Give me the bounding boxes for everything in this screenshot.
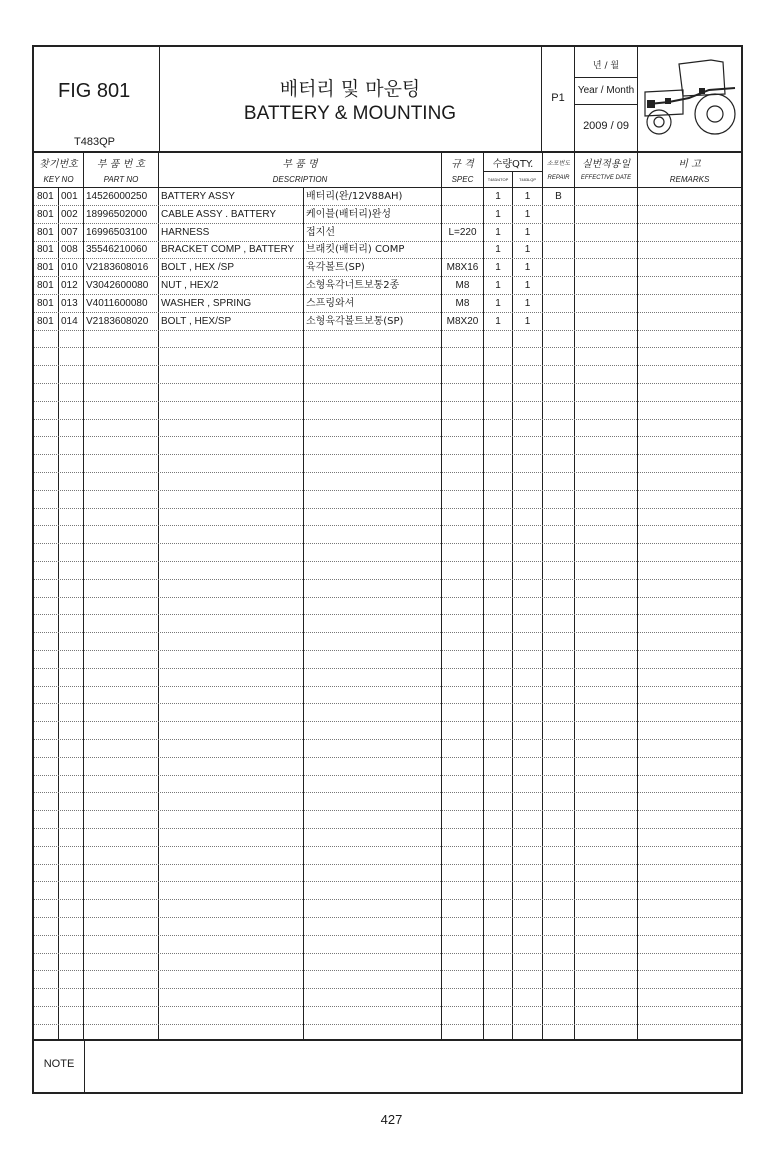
cell-key: 801	[37, 226, 54, 238]
cell-desc-ko: 소형육각볼트보통(SP)	[306, 315, 404, 327]
cell-desc-ko: 케이블(배터리)완성	[306, 208, 392, 220]
col-remarks-ko: 비 고	[678, 159, 701, 170]
column-divider	[637, 152, 638, 1039]
row-line	[34, 792, 741, 793]
row-line	[34, 419, 741, 420]
row-line	[34, 757, 741, 758]
col-part-no: PART NO	[103, 175, 139, 184]
cell-desc-en: BRACKET COMP , BATTERY	[161, 244, 295, 256]
column-divider	[574, 152, 575, 1039]
col-spec: SPEC	[451, 175, 474, 184]
year-month-value: 2009 / 09	[583, 120, 629, 132]
row-line	[34, 490, 741, 491]
cell-spec: M8	[455, 280, 470, 291]
row-line	[34, 917, 741, 918]
cell-desc-en: WASHER , SPRING	[161, 297, 252, 309]
column-divider	[83, 152, 84, 1039]
cell-qty2: 1	[524, 315, 531, 327]
row-line	[34, 881, 741, 882]
row-line	[34, 775, 741, 776]
col-description-ko: 부 품 명	[282, 159, 318, 170]
row-line	[34, 436, 741, 437]
row-line	[34, 312, 741, 313]
row-line	[34, 205, 741, 206]
year-month-label-korean: 년 / 월	[592, 61, 620, 71]
col-qty-model-2: T483LQP	[518, 177, 537, 182]
cell-key: 801	[37, 262, 54, 274]
row-line	[34, 597, 741, 598]
cell-desc-ko: 육각볼트(SP)	[306, 262, 365, 274]
row-line	[34, 383, 741, 384]
title-english: BATTERY & MOUNTING	[243, 103, 457, 124]
figure-number: FIG 801	[58, 80, 131, 102]
cell-sub: 010	[61, 262, 78, 274]
cell-sub: 014	[61, 315, 78, 327]
cell-qty1: 1	[495, 280, 501, 291]
cell-part-no: V2183608020	[86, 315, 149, 327]
tractor-illustration	[639, 52, 741, 142]
row-line	[34, 739, 741, 740]
cell-key: 801	[37, 297, 54, 309]
cell-sub: 008	[61, 244, 78, 256]
cell-key: 801	[37, 280, 54, 291]
column-divider	[158, 152, 159, 1039]
cell-repair: B	[555, 191, 562, 202]
row-line	[34, 1024, 741, 1025]
cell-part-no: V2183608016	[86, 262, 149, 274]
header-divider	[575, 104, 637, 105]
row-line	[34, 401, 741, 402]
cell-desc-en: BATTERY ASSY	[161, 191, 235, 202]
row-line	[34, 614, 741, 615]
cell-qty1: 1	[495, 297, 501, 309]
cell-desc-en: HARNESS	[161, 226, 210, 238]
cell-desc-ko: 접지선	[306, 226, 335, 238]
col-key-no: KEY NO	[43, 175, 74, 184]
cell-spec: M8X20	[446, 315, 479, 327]
cell-part-no: 16996503100	[86, 226, 148, 238]
tractor-rear-wheel	[695, 94, 735, 134]
cell-spec: L=220	[448, 226, 477, 238]
row-line	[34, 347, 741, 348]
row-line	[34, 365, 741, 366]
cell-sub: 007	[61, 226, 78, 238]
row-line	[34, 810, 741, 811]
cell-qty1: 1	[495, 208, 501, 220]
cell-qty2: 1	[524, 297, 531, 309]
cell-spec: M8	[455, 297, 470, 309]
row-line	[34, 828, 741, 829]
row-line	[34, 525, 741, 526]
cell-qty2: 1	[524, 262, 531, 274]
row-line	[34, 650, 741, 651]
cell-desc-ko: 소형육각너트보통2종	[306, 280, 400, 291]
column-header-divider	[483, 171, 542, 172]
cell-qty2: 1	[524, 226, 531, 238]
col-part-no-ko: 부 품 번 호	[96, 159, 146, 170]
cell-part-no: 35546210060	[86, 244, 148, 256]
cell-qty1: 1	[495, 191, 501, 202]
cell-qty1: 1	[495, 315, 501, 327]
row-line	[34, 1006, 741, 1007]
row-line	[34, 454, 741, 455]
cell-desc-en: BOLT , HEX /SP	[161, 262, 234, 274]
row-line	[34, 508, 741, 509]
row-line	[34, 223, 741, 224]
cell-desc-ko: 스프링와셔	[306, 297, 355, 309]
col-qty: 수량QTY.	[492, 159, 534, 170]
cell-part-no: 14526000250	[86, 191, 148, 202]
row-line	[34, 668, 741, 669]
row-line	[34, 686, 741, 687]
year-month-label: Year / Month	[577, 85, 635, 96]
cell-key: 801	[37, 208, 54, 220]
note-divider	[84, 1040, 85, 1094]
cell-qty1: 1	[495, 244, 501, 256]
row-line	[34, 970, 741, 971]
cell-part-no: V4011600080	[86, 297, 148, 309]
col-repair: REPAIR	[547, 175, 570, 181]
page-code: P1	[551, 92, 565, 104]
row-line	[34, 276, 741, 277]
col-qty-model-1: T483/4TOP	[487, 177, 509, 182]
row-line	[34, 899, 741, 900]
cell-sub: 012	[61, 280, 78, 291]
cell-desc-ko: 브래킷(배터리) COMP	[306, 244, 405, 256]
col-key-no-ko: 찾기번호	[39, 159, 78, 170]
row-line	[34, 241, 741, 242]
cell-sub: 013	[61, 297, 78, 309]
col-description: DESCRIPTION	[272, 175, 328, 184]
row-line	[34, 632, 741, 633]
row-line	[34, 988, 741, 989]
col-remarks: REMARKS	[669, 175, 710, 184]
cell-part-no: 18996502000	[86, 208, 148, 220]
cell-key: 801	[37, 191, 54, 202]
cell-desc-en: NUT , HEX/2	[161, 280, 219, 291]
col-effective-date-ko: 실번적용일	[581, 159, 631, 170]
column-divider	[542, 152, 543, 1039]
battery-marker	[647, 100, 655, 108]
col-effective-date: EFFECTIVE DATE	[580, 175, 632, 181]
row-line	[34, 846, 741, 847]
cell-desc-en: BOLT , HEX/SP	[161, 315, 232, 327]
row-line	[34, 561, 741, 562]
row-line	[34, 258, 741, 259]
cell-desc-ko: 배터리(완/12V88AH)	[306, 191, 403, 202]
cell-sub: 002	[61, 208, 78, 220]
cell-desc-en: CABLE ASSY . BATTERY	[161, 208, 277, 220]
battery-cable	[649, 88, 735, 104]
cell-spec: M8X16	[446, 262, 479, 274]
row-line	[34, 953, 741, 954]
column-header-bottom	[32, 187, 743, 188]
cell-part-no: V3042600080	[86, 280, 149, 291]
row-line	[34, 864, 741, 865]
row-line	[34, 330, 741, 331]
col-spec-ko: 규 격	[451, 159, 474, 170]
row-line	[34, 935, 741, 936]
note-label: NOTE	[43, 1058, 75, 1070]
cell-sub: 001	[61, 191, 78, 202]
cell-qty1: 1	[495, 226, 501, 238]
note-top-border	[32, 1039, 743, 1041]
row-line	[34, 294, 741, 295]
cell-qty2: 1	[524, 208, 531, 220]
cell-qty2: 1	[524, 244, 531, 256]
header-divider	[637, 45, 638, 152]
cell-key: 801	[37, 244, 54, 256]
model-code: T483QP	[74, 136, 115, 148]
title-korean: 배터리 및 마운팅	[279, 78, 421, 100]
tractor-front-wheel	[647, 110, 671, 134]
col-repair-ko: 소모번도	[546, 160, 571, 167]
page-number: 427	[380, 1112, 403, 1127]
cell-qty1: 1	[495, 262, 501, 274]
row-line	[34, 721, 741, 722]
cell-qty2: 1	[524, 191, 531, 202]
row-line	[34, 543, 741, 544]
header-divider	[575, 77, 637, 78]
row-line	[34, 579, 741, 580]
row-line	[34, 472, 741, 473]
cell-qty2: 1	[524, 280, 531, 291]
row-line	[34, 703, 741, 704]
cell-key: 801	[37, 315, 54, 327]
